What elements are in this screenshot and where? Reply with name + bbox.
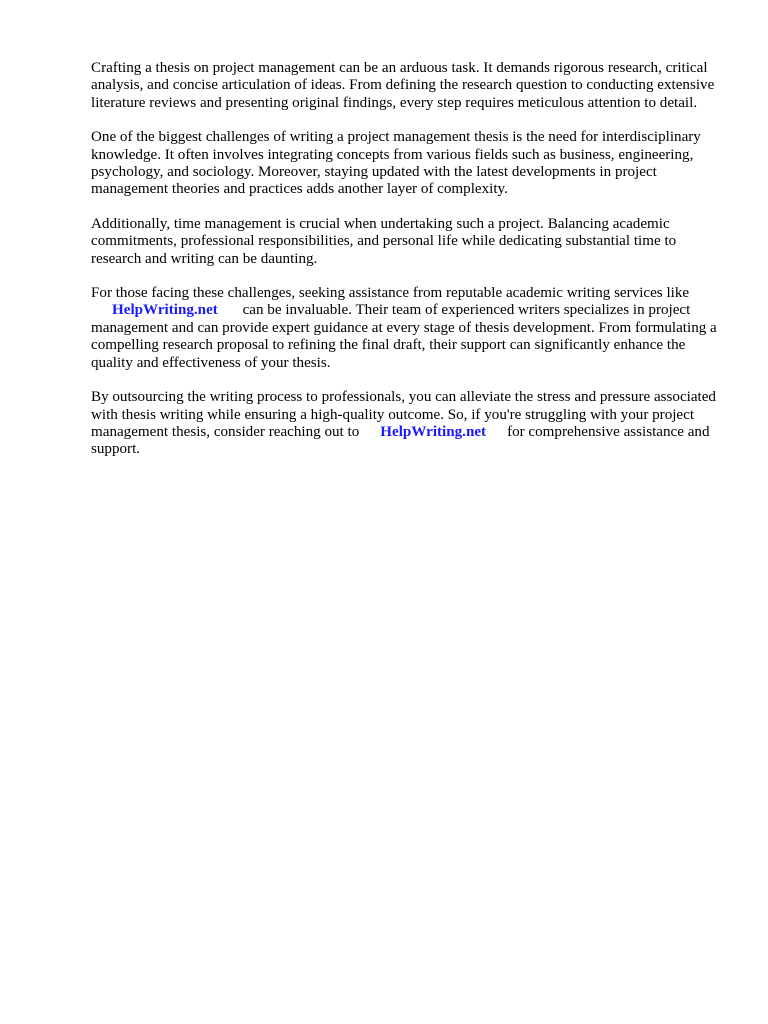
paragraph-assistance [91, 285, 723, 372]
paragraph-outsourcing [91, 389, 723, 459]
helpwriting-link-2[interactable]: HelpWriting.net [380, 423, 487, 440]
helpwriting-link[interactable]: HelpWriting.net [112, 302, 218, 319]
paragraph-assistance-text-before: For those facing these challenges, seeking assistance from reputable academic writing services like [91, 285, 690, 302]
document-page [91, 60, 723, 476]
paragraph-challenges: One of the biggest challenges of writing a project management thesis is the need for interdisciplinary knowledge. It often involves integrating concepts from various fields such as business, engineering, psychology, and sociology. Moreover, staying updated with the latest developments in project management theories and practices adds another layer of complexity. [91, 129, 701, 198]
paragraph-assistance-text-after: can be invaluable. Their team of experienced writers specializes in project management and can provide expert guidance at every stage of thesis development. From formulating a compelling research proposal to refining the final draft, their support can significantly enhance the quality and effectiveness of your thesis. [91, 302, 717, 371]
paragraph-time-management: Additionally, time management is crucial when undertaking such a project. Balancing academic commitments, professional responsibilities, and personal life while dedicating substantial time to research and writing can be daunting. [91, 215, 677, 267]
paragraph-outsourcing-text-before: By outsourcing the writing process to professionals, you can alleviate the stress and pressure associated with thesis writing while ensuring a high-quality outcome. So, if you're struggling with your project management thesis, consider reaching out to [91, 389, 716, 440]
paragraph-outsourcing-text-after: for comprehensive assistance and support. [91, 423, 710, 458]
paragraph-intro: Crafting a thesis on project management can be an arduous task. It demands rigorous research, critical analysis, and concise articulation of ideas. From defining the research question to conducting extensive literature reviews and presenting original findings, every step requires meticulous attention to detail. [91, 60, 715, 111]
